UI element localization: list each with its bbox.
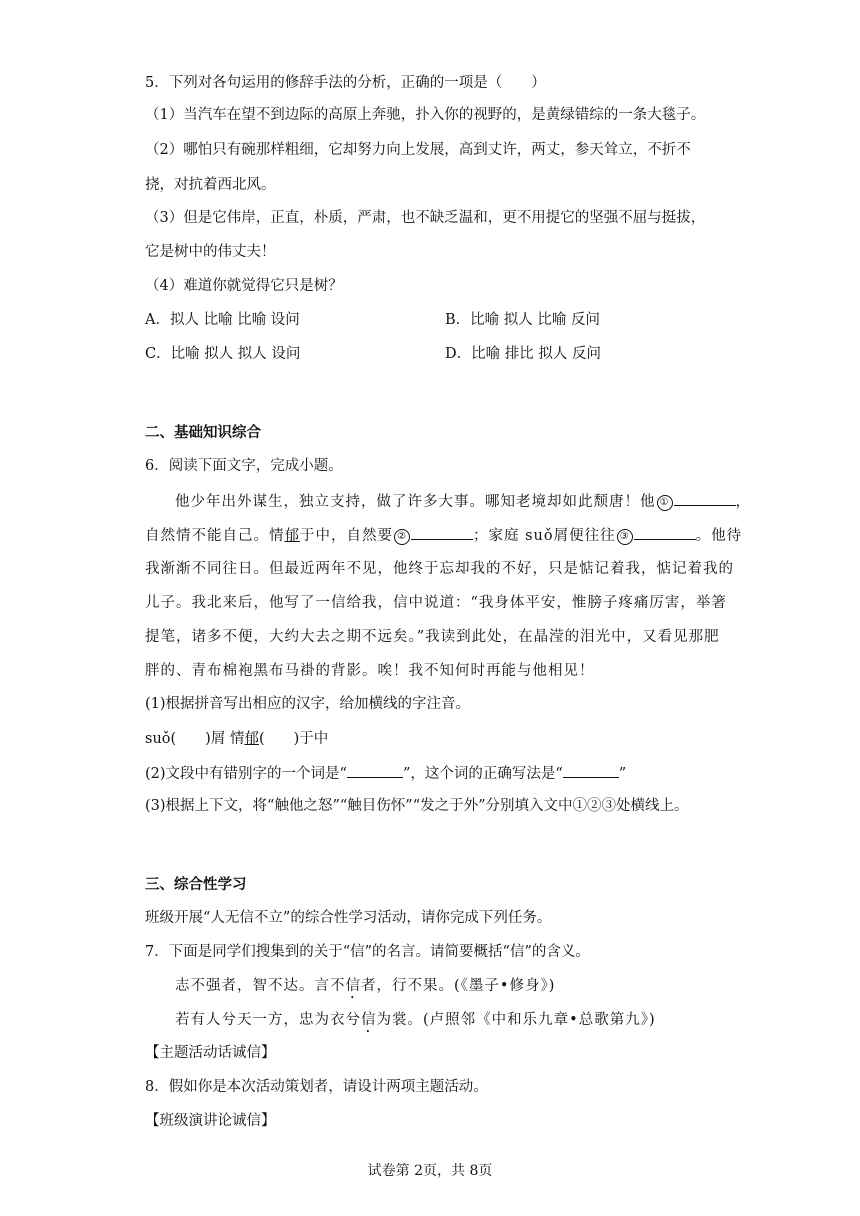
underlined-char: 郁: [244, 731, 259, 747]
q6-passage-line-3: 我渐渐不同往日。但最近两年不见，他终于忘却我的不好，只是惦记着我，惦记着我的: [145, 561, 734, 577]
blank-2[interactable]: [411, 525, 473, 540]
section-2-title: 二、基础知识综合: [145, 424, 261, 441]
page-footer: 试卷第 2页，共 8页: [367, 1163, 493, 1179]
underlined-char: 郁: [284, 528, 300, 544]
q5-sentence-4: （4）难道你就觉得它只是树？: [145, 278, 343, 294]
q5-sentence-2a: （2）哪怕只有碗那样粗细，它却努力向上发展，高到丈许，两丈，参天耸立，不折不: [145, 142, 691, 158]
q8-stem: 8．假如你是本次活动策划者，请设计两项主题活动。: [145, 1079, 488, 1095]
q5-option-c[interactable]: C．比喻 拟人 拟人 设问: [145, 346, 301, 362]
q7-quote-2: 若有人兮天一方，忠为衣兮信为裳。(卢照邻《中和乐九章•总歌第九》): [175, 1012, 656, 1028]
q5-stem: 5．下列对各句运用的修辞手法的分析，正确的一项是（ ）: [145, 75, 546, 91]
q6-stem: 6．阅读下面文字，完成小题。: [145, 458, 343, 474]
q6-passage-line-5: 提笔，诸多不便，大约大去之期不远矣。”我读到此处，在晶滢的泪光中，又看见那肥: [145, 629, 720, 645]
q6-sub-1: (1)根据拼音写出相应的汉字，给加横线的字注音。: [145, 696, 471, 712]
q5-sentence-2b: 挠，对抗着西北风。: [145, 177, 276, 193]
q6-passage-line-2: 自然情不能自己。情郁于中，自然要 ② ；家庭 suǒ屑便往往 ③ 。他待: [145, 525, 742, 546]
section-3-title: 三、综合性学习: [145, 876, 247, 893]
q6-sub-3: (3)根据上下文，将“触他之怒”“触目伤怀”“发之于外”分别填入文中①②③处横线上。: [145, 798, 689, 814]
blank-3[interactable]: [634, 525, 696, 540]
emphasized-char: 信: [361, 1012, 377, 1028]
q5-sentence-3b: 它是树中的伟丈夫！: [145, 244, 276, 260]
q6-sub-2: (2)文段中有错别字的一个词是“ ”，这个词的正确写法是“ ”: [145, 763, 626, 784]
answer-blank-wrong-word[interactable]: [347, 763, 403, 778]
q5-sentence-1: （1）当汽车在望不到边际的高原上奔驰，扑入你的视野的，是黄绿错综的一条大毯子。: [145, 107, 706, 123]
blank-marker-2: ②: [394, 529, 410, 545]
emphasized-char: 信: [345, 978, 361, 994]
blank-marker-1: ①: [657, 495, 673, 511]
answer-blank-correct-word[interactable]: [563, 763, 619, 778]
q5-option-b[interactable]: B．比喻 拟人 比喻 反问: [445, 312, 600, 328]
q6-passage-line-1: 他少年出外谋生，独立支持，做了许多大事。哪知老境却如此颓唐！他 ① ，: [175, 491, 751, 512]
q6-passage-line-4: 儿子。我北来后，他写了一信给我，信中说道：“我身体平安，惟膀子疼痛厉害，举箸: [145, 595, 727, 611]
q6-passage-line-6: 胖的、青布棉袍黑布马褂的背影。唉！我不知何时再能与他相见！: [145, 663, 595, 679]
blank-marker-3: ③: [617, 529, 633, 545]
q7-stem: 7．下面是同学们搜集到的关于“信”的名言。请简要概括“信”的含义。: [145, 944, 590, 960]
tag-theme-activity: 【主题活动话诚信】: [145, 1045, 276, 1061]
tag-class-speech: 【班级演讲论诚信】: [145, 1113, 276, 1129]
q7-quote-1: 志不强者，智不达。言不信者，行不果。(《墨子•修身》): [175, 978, 556, 994]
blank-1[interactable]: [674, 491, 736, 506]
q6-sub-1-answer-line: suǒ( )屑 情郁( )于中: [145, 731, 329, 747]
q5-sentence-3a: （3）但是它伟岸，正直，朴质，严肃，也不缺乏温和，更不用提它的坚强不屈与挺拔，: [145, 210, 706, 226]
activity-intro: 班级开展“人无信不立”的综合性学习活动，请你完成下列任务。: [145, 910, 552, 926]
q5-option-d[interactable]: D．比喻 排比 拟人 反问: [445, 346, 601, 362]
q5-option-a[interactable]: A．拟人 比喻 比喻 设问: [145, 312, 300, 328]
